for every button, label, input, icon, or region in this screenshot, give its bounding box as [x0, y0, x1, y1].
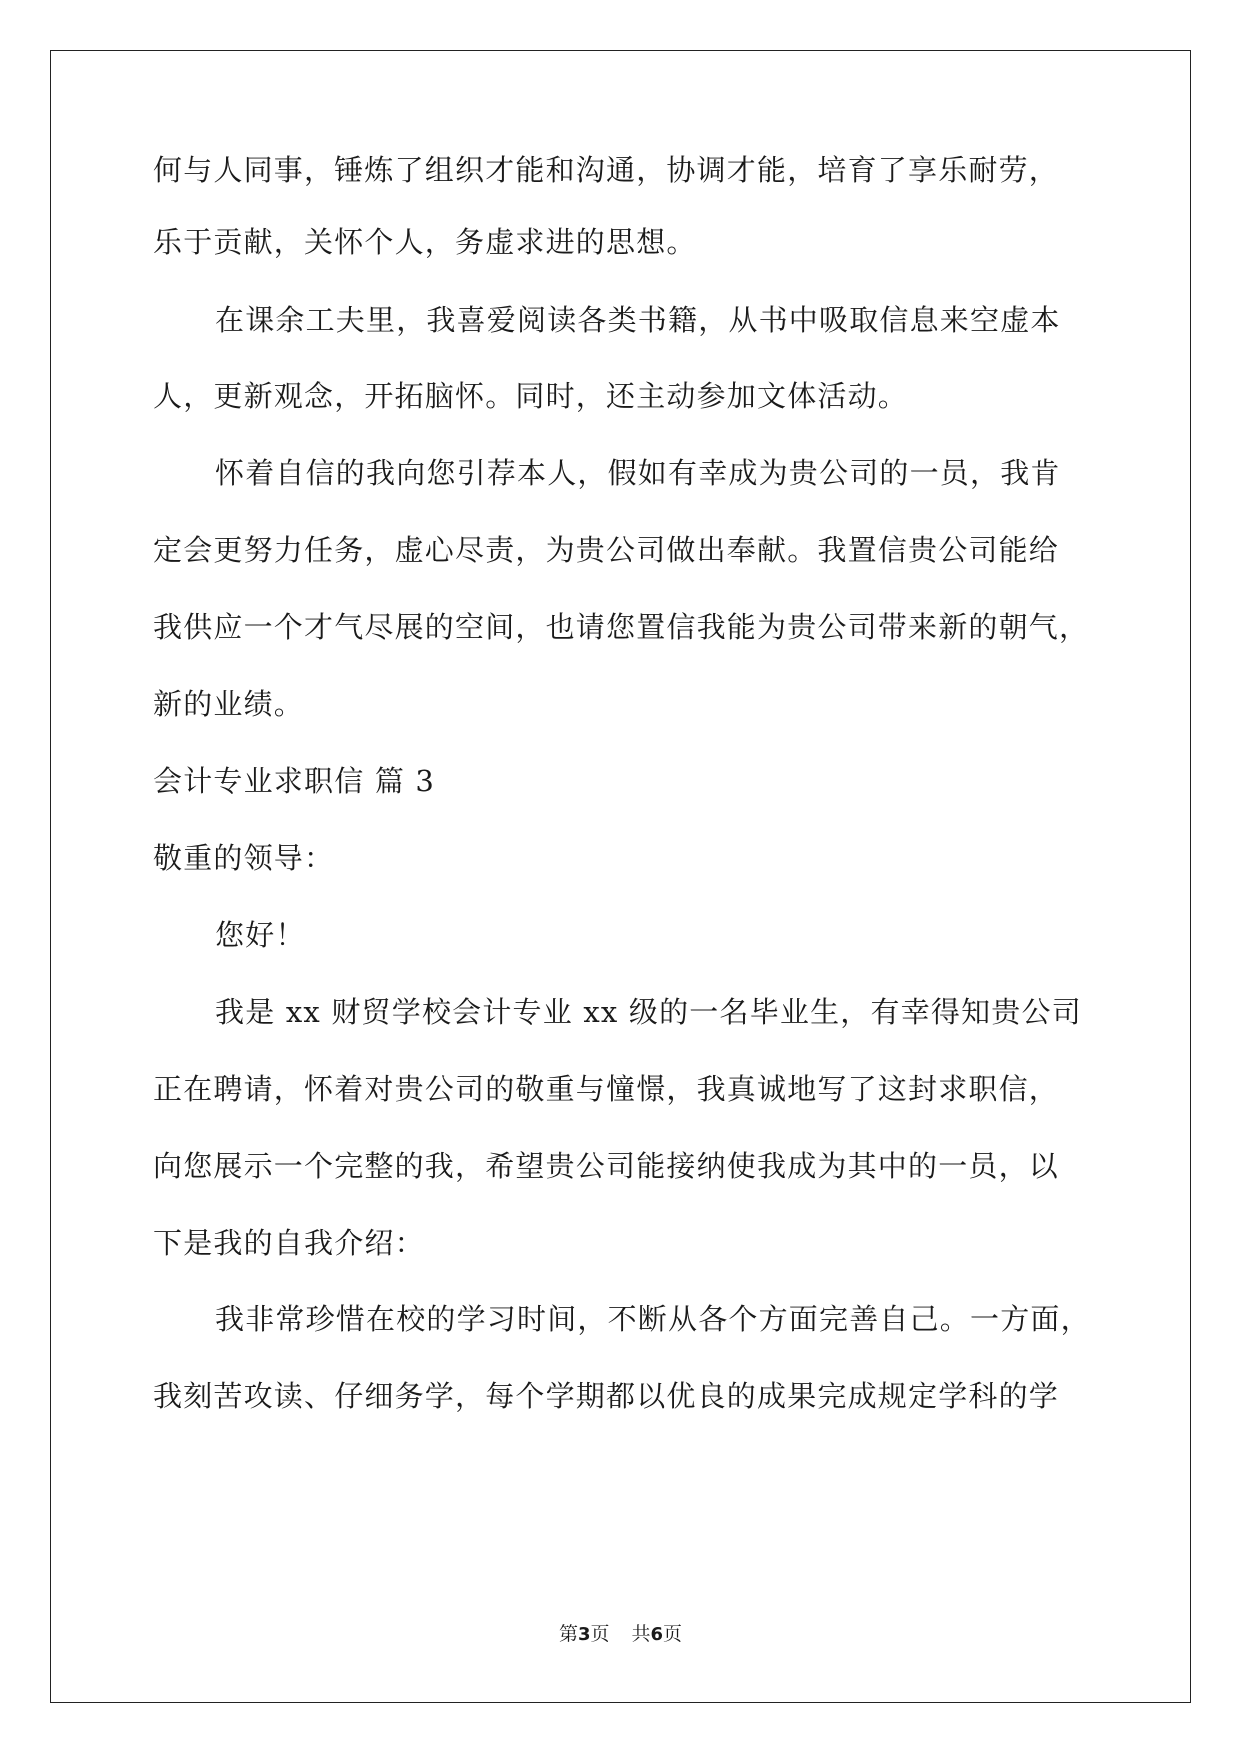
page-prefix: 第: [558, 1623, 578, 1645]
body-line-4: 人，更新观念，开拓脑怀。同时，还主动参加文体活动。: [153, 379, 909, 413]
salutation: 敬重的领导：: [153, 841, 335, 875]
body-line-6: 定会更努力任务，虚心尽责，为贵公司做出奉献。我置信贵公司能给: [153, 533, 1060, 567]
body-line-16: 我非常珍惜在校的学习时间，不断从各个方面完善自己。一方面，: [215, 1302, 1091, 1336]
body-line-7: 我供应一个才气尽展的空间，也请您置信我能为贵公司带来新的朝气，: [153, 610, 1090, 644]
body-line-3: 在课余工夫里，我喜爱阅读各类书籍，从书中吸取信息来空虚本: [215, 303, 1061, 337]
page-total: 6: [650, 1624, 664, 1645]
section-heading: 会计专业求职信 篇 3: [153, 764, 436, 798]
body-line-14: 向您展示一个完整的我，希望贵公司能接纳使我成为其中的一员，以: [153, 1149, 1060, 1183]
body-line-8: 新的业绩。: [153, 687, 305, 721]
body-line-2: 乐于贡献，关怀个人，务虚求进的思想。: [153, 225, 697, 259]
body-line-17: 我刻苦攻读、仔细务学，每个学期都以优良的成果完成规定学科的学: [153, 1379, 1060, 1413]
page-suffix: 页: [590, 1623, 610, 1645]
page-current: 3: [577, 1624, 591, 1645]
page-footer: [0, 1622, 1241, 1647]
greeting: 您好！: [215, 918, 306, 952]
body-line-12: 我是 xx 财贸学校会计专业 xx 级的一名毕业生，有幸得知贵公司: [215, 995, 1082, 1029]
total-suffix: 页: [663, 1623, 683, 1645]
body-line-15: 下是我的自我介绍：: [153, 1226, 425, 1260]
body-line-5: 怀着自信的我向您引荐本人，假如有幸成为贵公司的一员，我肯: [215, 456, 1061, 490]
body-line-1: 何与人同事，锤炼了组织才能和沟通，协调才能，培育了享乐耐劳，: [153, 153, 1060, 187]
body-line-13: 正在聘请，怀着对贵公司的敬重与憧憬，我真诚地写了这封求职信，: [153, 1072, 1060, 1106]
total-prefix: 共: [631, 1623, 651, 1645]
